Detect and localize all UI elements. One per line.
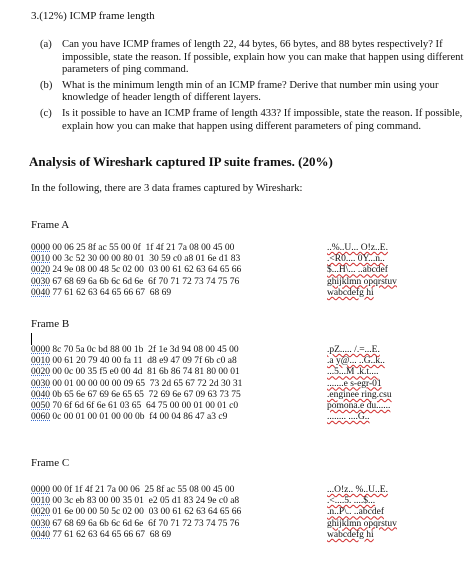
- hex-offset: 0030: [31, 518, 50, 529]
- hex-row: [31, 485, 461, 496]
- hex-row: [31, 277, 461, 288]
- hex-bytes: 00 06 25 8f ac 55 00 0f 1f 4f 21 7a 08 00 45 00: [52, 243, 235, 253]
- hex-bytes: 01 6e 00 00 50 5c 02 00 03 00 61 62 63 64 65 66: [52, 507, 242, 518]
- hex-bytes: 8c 70 5a 0c bd 88 00 1b 2f 1e 3d 94 08 00 45 00: [52, 345, 239, 355]
- hex-ascii: ghijklmn opqrstuv: [327, 276, 397, 287]
- hex-row: [31, 401, 461, 412]
- hex-bytes: 00 0f 1f 4f 21 7a 00 06 25 8f ac 55 08 00 45 00: [52, 485, 235, 495]
- hex-ascii: ghijklmn opqrstuv: [327, 518, 397, 529]
- hex-bytes: 24 9e 08 00 48 5c 02 00 03 00 61 62 63 64 65 66: [52, 265, 242, 276]
- hex-ascii: .n..P\.. ..abcdef: [327, 507, 384, 518]
- hex-offset: 0000: [31, 345, 50, 355]
- hex-bytes: 67 68 69 6a 6b 6c 6d 6e 6f 70 71 72 73 74 75 76: [52, 276, 240, 287]
- hex-bytes: 77 61 62 63 64 65 66 67 68 69: [52, 287, 172, 298]
- hex-ascii: .a y@... ..G..k..: [327, 356, 385, 367]
- question-item-text: Can you have ICMP frames of length 22, 44 bytes, 66 bytes, and 88 bytes respectively? If impossible, state the reason. If possible, explain how you can make that happen using different parameters of ping command.: [62, 39, 464, 76]
- hex-ascii: .......e s-egr-01: [327, 378, 382, 389]
- hex-row: [31, 356, 461, 367]
- hex-offset: 0040: [31, 287, 50, 298]
- hex-ascii: wabcdefg hi: [327, 529, 374, 540]
- hex-ascii: ..%..U... O!z..E.: [327, 243, 388, 253]
- question-list: [40, 39, 468, 136]
- hex-offset: 0020: [31, 265, 50, 276]
- question-item-b: [40, 80, 468, 105]
- hex-ascii: ...O!z.. %..U..E.: [327, 485, 388, 495]
- question-item-label: (a): [40, 39, 52, 50]
- hex-row: [31, 367, 461, 378]
- hex-row: [31, 243, 461, 254]
- hex-offset: 0030: [31, 276, 50, 287]
- hex-ascii: pomona.e du......: [327, 400, 391, 411]
- hex-row: [31, 254, 461, 265]
- hex-row: [31, 265, 461, 276]
- hex-offset: 0040: [31, 389, 50, 400]
- text-cursor: [31, 333, 32, 345]
- frame-c-hexdump: [31, 485, 461, 541]
- question-item-a: [40, 39, 468, 77]
- hex-row: [31, 288, 461, 299]
- hex-ascii: $...H\... ..abcdef: [327, 265, 388, 276]
- hex-offset: 0040: [31, 529, 50, 540]
- question-item-text: Is it possible to have an ICMP frame of length 433? If impossible, state the reason. If possible, explain how you can make that happen using different parameters of ping command.: [62, 107, 463, 132]
- hex-ascii: .enginee ring.csu: [327, 389, 392, 400]
- hex-ascii: ........ ....G..: [327, 412, 370, 423]
- analysis-intro: In the following, there are 3 data frames captured by Wireshark:: [31, 183, 303, 194]
- hex-row: [31, 390, 461, 401]
- hex-offset: 0050: [31, 400, 50, 411]
- hex-row: [31, 345, 461, 356]
- hex-bytes: 77 61 62 63 64 65 66 67 68 69: [52, 529, 172, 540]
- hex-bytes: 0b 65 6e 67 69 6e 65 65 72 69 6e 67 09 63 73 75: [52, 389, 241, 400]
- hex-ascii: .<R0.... 0Y...n..: [327, 254, 385, 265]
- question-item-text: What is the minimum length min of an ICMP frame? Derive that number min using your knowledge of header length of different layers.: [62, 79, 439, 104]
- question-item-label: (b): [40, 79, 53, 91]
- hex-bytes: 67 68 69 6a 6b 6c 6d 6e 6f 70 71 72 73 74 75 76: [52, 518, 240, 529]
- hex-bytes: 0c 00 01 00 01 00 00 0b f4 00 04 86 47 a3 c9: [52, 412, 228, 423]
- hex-offset: 0030: [31, 378, 50, 389]
- hex-offset: 0020: [31, 367, 50, 378]
- hex-offset: 0000: [31, 243, 50, 253]
- hex-row: [31, 507, 461, 518]
- frame-b-label: Frame B: [31, 318, 70, 330]
- hex-bytes: 00 3c 52 30 00 00 80 01 30 59 c0 a8 01 6e d1 83: [52, 254, 241, 265]
- hex-bytes: 70 6f 6d 6f 6e 61 03 65 64 75 00 00 01 00 01 c0: [52, 400, 239, 411]
- question-item-c: [40, 108, 468, 133]
- hex-ascii: .pZ..... /.=...E.: [327, 345, 380, 355]
- hex-bytes: 00 01 00 00 00 00 09 65 73 2d 65 67 72 2d 30 31: [52, 378, 243, 389]
- hex-row: [31, 496, 461, 507]
- frame-c-label: Frame C: [31, 457, 70, 469]
- hex-offset: 0010: [31, 496, 50, 507]
- hex-row: [31, 379, 461, 390]
- frame-b-hexdump: [31, 345, 461, 423]
- frame-a-label: Frame A: [31, 219, 70, 231]
- hex-ascii: .<....5. ....$...: [327, 496, 376, 507]
- hex-bytes: 00 0c 00 35 f5 e0 00 4d 81 6b 86 74 81 80 00 01: [52, 367, 240, 378]
- hex-offset: 0000: [31, 485, 50, 495]
- hex-offset: 0010: [31, 356, 50, 367]
- hex-offset: 0010: [31, 254, 50, 265]
- hex-offset: 0060: [31, 412, 50, 423]
- hex-row: [31, 530, 461, 541]
- hex-bytes: 00 3c eb 83 00 00 35 01 e2 05 d1 83 24 9e c0 a8: [52, 496, 240, 507]
- hex-ascii: wabcdefg hi: [327, 287, 374, 298]
- frame-a-hexdump: [31, 243, 461, 299]
- analysis-heading: Analysis of Wireshark captured IP suite frames. (20%): [29, 154, 333, 169]
- hex-offset: 0020: [31, 507, 50, 518]
- hex-ascii: ...5...M .k.t....: [327, 367, 379, 378]
- question-title: 3.(12%) ICMP frame length: [31, 10, 155, 22]
- question-item-label: (c): [40, 107, 52, 119]
- hex-row: [31, 412, 461, 423]
- hex-bytes: 00 61 20 79 40 00 fa 11 d8 e9 47 09 7f 6b c0 a8: [52, 356, 237, 367]
- hex-row: [31, 519, 461, 530]
